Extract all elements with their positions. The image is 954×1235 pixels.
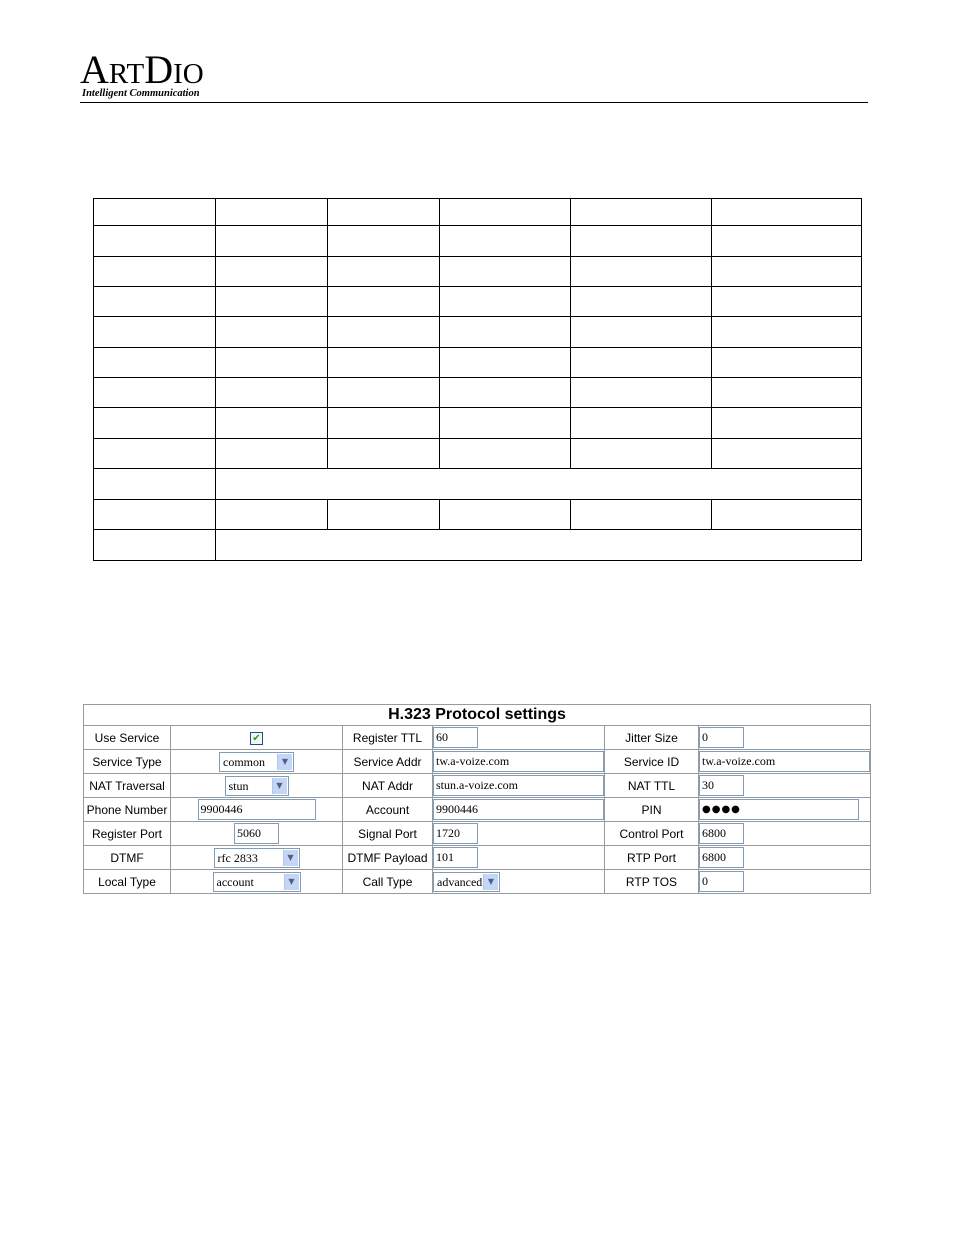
settings-row bbox=[84, 846, 871, 870]
grid-row bbox=[94, 257, 862, 287]
grid-cell bbox=[328, 287, 440, 317]
rtp-port-cell bbox=[699, 846, 871, 870]
rtp-tos-input[interactable]: 0 bbox=[699, 871, 744, 892]
service-id-input[interactable]: tw.a-voize.com bbox=[699, 751, 870, 772]
settings-row bbox=[84, 750, 871, 774]
local-type-cell bbox=[171, 870, 343, 894]
grid-cell bbox=[440, 199, 571, 226]
logo-letter-a: A bbox=[80, 47, 109, 92]
account-cell bbox=[433, 798, 605, 822]
grid-cell bbox=[94, 408, 216, 439]
service-type-label: Service Type bbox=[84, 750, 171, 774]
grid-cell bbox=[216, 500, 328, 530]
grid-cell bbox=[216, 257, 328, 287]
settings-row bbox=[84, 822, 871, 846]
nat-ttl-cell bbox=[699, 774, 871, 798]
grid-cell bbox=[216, 199, 328, 226]
grid-cell bbox=[712, 500, 862, 530]
logo-letters-io: IO bbox=[173, 58, 204, 90]
nat-ttl-input[interactable]: 30 bbox=[699, 775, 744, 796]
grid-cell bbox=[216, 348, 328, 378]
phone-number-cell bbox=[171, 798, 343, 822]
grid-cell bbox=[328, 257, 440, 287]
grid-cell-merged bbox=[216, 530, 862, 561]
nat-addr-label: NAT Addr bbox=[343, 774, 433, 798]
grid-cell bbox=[328, 317, 440, 348]
grid-cell bbox=[216, 317, 328, 348]
register-ttl-input[interactable]: 60 bbox=[433, 727, 478, 748]
phone-number-input[interactable]: 9900446 bbox=[198, 799, 316, 820]
grid-cell bbox=[571, 408, 712, 439]
service-id-cell bbox=[699, 750, 871, 774]
grid-row bbox=[94, 530, 862, 561]
grid-cell bbox=[94, 317, 216, 348]
nat-addr-input[interactable]: stun.a-voize.com bbox=[433, 775, 604, 796]
grid-cell bbox=[328, 408, 440, 439]
control-port-cell bbox=[699, 822, 871, 846]
grid-cell bbox=[328, 348, 440, 378]
grid-cell bbox=[571, 439, 712, 469]
dtmf-payload-input[interactable]: 101 bbox=[433, 847, 478, 868]
grid-cell bbox=[94, 469, 216, 500]
grid-cell bbox=[440, 257, 571, 287]
grid-cell bbox=[440, 378, 571, 408]
call-type-cell bbox=[433, 870, 605, 894]
use-service-label: Use Service bbox=[84, 726, 171, 750]
dtmf-cell bbox=[171, 846, 343, 870]
grid-cell bbox=[328, 226, 440, 257]
grid-row bbox=[94, 317, 862, 348]
nat-traversal-value: stun bbox=[228, 778, 249, 793]
logo-tagline: Intelligent Communication bbox=[82, 88, 200, 99]
register-ttl-cell bbox=[433, 726, 605, 750]
rtp-tos-cell bbox=[699, 870, 871, 894]
local-type-label: Local Type bbox=[84, 870, 171, 894]
grid-cell bbox=[94, 199, 216, 226]
register-port-input[interactable]: 5060 bbox=[234, 823, 279, 844]
grid-cell bbox=[712, 439, 862, 469]
panel-title: H.323 Protocol settings bbox=[84, 705, 871, 726]
control-port-input[interactable]: 6800 bbox=[699, 823, 744, 844]
grid-row bbox=[94, 199, 862, 226]
pin-label: PIN bbox=[605, 798, 699, 822]
jitter-size-cell bbox=[699, 726, 871, 750]
account-label: Account bbox=[343, 798, 433, 822]
settings-row bbox=[84, 726, 871, 750]
chevron-down-icon: ▼ bbox=[277, 754, 292, 770]
nat-addr-cell bbox=[433, 774, 605, 798]
header-divider bbox=[80, 102, 868, 103]
account-input[interactable]: 9900446 bbox=[433, 799, 604, 820]
chevron-down-icon: ▼ bbox=[283, 850, 298, 866]
grid-cell bbox=[94, 439, 216, 469]
chevron-down-icon: ▼ bbox=[284, 874, 299, 890]
rtp-tos-label: RTP TOS bbox=[605, 870, 699, 894]
grid-cell bbox=[440, 317, 571, 348]
grid-cell bbox=[571, 378, 712, 408]
grid-cell bbox=[328, 500, 440, 530]
dtmf-payload-label: DTMF Payload bbox=[343, 846, 433, 870]
grid-row bbox=[94, 469, 862, 500]
service-addr-cell bbox=[433, 750, 605, 774]
grid-cell bbox=[94, 500, 216, 530]
jitter-size-label: Jitter Size bbox=[605, 726, 699, 750]
grid-cell bbox=[712, 408, 862, 439]
grid-cell bbox=[571, 287, 712, 317]
grid-cell-merged bbox=[216, 469, 862, 500]
grid-row bbox=[94, 408, 862, 439]
grid-cell bbox=[440, 439, 571, 469]
use-service-cell bbox=[171, 726, 343, 750]
signal-port-input[interactable]: 1720 bbox=[433, 823, 478, 844]
grid-cell bbox=[440, 226, 571, 257]
nat-traversal-label: NAT Traversal bbox=[84, 774, 171, 798]
grid-cell bbox=[712, 378, 862, 408]
control-port-label: Control Port bbox=[605, 822, 699, 846]
grid-row bbox=[94, 226, 862, 257]
logo-letter-d: D bbox=[144, 47, 174, 92]
grid-cell bbox=[94, 530, 216, 561]
grid-cell bbox=[216, 378, 328, 408]
grid-cell bbox=[712, 226, 862, 257]
h323-settings-panel bbox=[83, 704, 871, 894]
service-type-value: common bbox=[223, 754, 265, 769]
register-port-label: Register Port bbox=[84, 822, 171, 846]
dtmf-select[interactable] bbox=[214, 848, 300, 868]
local-type-value: account bbox=[216, 874, 254, 889]
artdio-logo bbox=[80, 47, 220, 102]
grid-cell bbox=[571, 317, 712, 348]
grid-row bbox=[94, 378, 862, 408]
grid-cell bbox=[94, 226, 216, 257]
grid-row bbox=[94, 500, 862, 530]
service-type-cell bbox=[171, 750, 343, 774]
pin-password-input[interactable]: ●●●● bbox=[699, 799, 859, 820]
grid-cell bbox=[440, 287, 571, 317]
grid-cell bbox=[328, 199, 440, 226]
grid-cell bbox=[712, 257, 862, 287]
grid-cell bbox=[216, 226, 328, 257]
dtmf-payload-cell bbox=[433, 846, 605, 870]
grid-cell bbox=[328, 439, 440, 469]
grid-cell bbox=[571, 199, 712, 226]
local-type-select[interactable] bbox=[213, 872, 301, 892]
grid-cell bbox=[94, 257, 216, 287]
nat-traversal-cell bbox=[171, 774, 343, 798]
rtp-port-input[interactable]: 6800 bbox=[699, 847, 744, 868]
service-type-select[interactable] bbox=[219, 752, 294, 772]
grid-cell bbox=[216, 439, 328, 469]
service-addr-input[interactable]: tw.a-voize.com bbox=[433, 751, 604, 772]
grid-cell bbox=[94, 378, 216, 408]
grid-cell bbox=[571, 257, 712, 287]
grid-cell bbox=[94, 348, 216, 378]
register-port-cell bbox=[171, 822, 343, 846]
empty-grid-table bbox=[93, 198, 862, 561]
service-addr-label: Service Addr bbox=[343, 750, 433, 774]
grid-cell bbox=[712, 287, 862, 317]
settings-row bbox=[84, 870, 871, 894]
settings-row bbox=[84, 798, 871, 822]
logo-letters-rt: RT bbox=[108, 58, 145, 90]
grid-cell bbox=[440, 348, 571, 378]
nat-ttl-label: NAT TTL bbox=[605, 774, 699, 798]
grid-cell bbox=[328, 378, 440, 408]
grid-cell bbox=[712, 199, 862, 226]
grid-cell bbox=[94, 287, 216, 317]
call-type-label: Call Type bbox=[343, 870, 433, 894]
grid-cell bbox=[571, 500, 712, 530]
chevron-down-icon: ▼ bbox=[483, 874, 498, 890]
grid-cell bbox=[712, 348, 862, 378]
rtp-port-label: RTP Port bbox=[605, 846, 699, 870]
grid-cell bbox=[571, 226, 712, 257]
call-type-value: advanced bbox=[437, 874, 483, 889]
grid-row bbox=[94, 348, 862, 378]
call-type-select[interactable] bbox=[433, 872, 500, 892]
grid-cell bbox=[216, 408, 328, 439]
phone-number-label: Phone Number bbox=[84, 798, 171, 822]
dtmf-label: DTMF bbox=[84, 846, 171, 870]
grid-cell bbox=[216, 287, 328, 317]
grid-cell bbox=[440, 408, 571, 439]
chevron-down-icon: ▼ bbox=[272, 778, 287, 794]
use-service-checkbox[interactable]: ✔ bbox=[250, 732, 263, 745]
settings-row bbox=[84, 774, 871, 798]
grid-cell bbox=[440, 500, 571, 530]
jitter-size-input[interactable]: 0 bbox=[699, 727, 744, 748]
dtmf-value: rfc 2833 bbox=[217, 850, 258, 865]
signal-port-label: Signal Port bbox=[343, 822, 433, 846]
grid-cell bbox=[712, 317, 862, 348]
pin-cell bbox=[699, 798, 871, 822]
service-id-label: Service ID bbox=[605, 750, 699, 774]
nat-traversal-select[interactable] bbox=[225, 776, 289, 796]
grid-row bbox=[94, 287, 862, 317]
grid-cell bbox=[571, 348, 712, 378]
register-ttl-label: Register TTL bbox=[343, 726, 433, 750]
signal-port-cell bbox=[433, 822, 605, 846]
grid-row bbox=[94, 439, 862, 469]
